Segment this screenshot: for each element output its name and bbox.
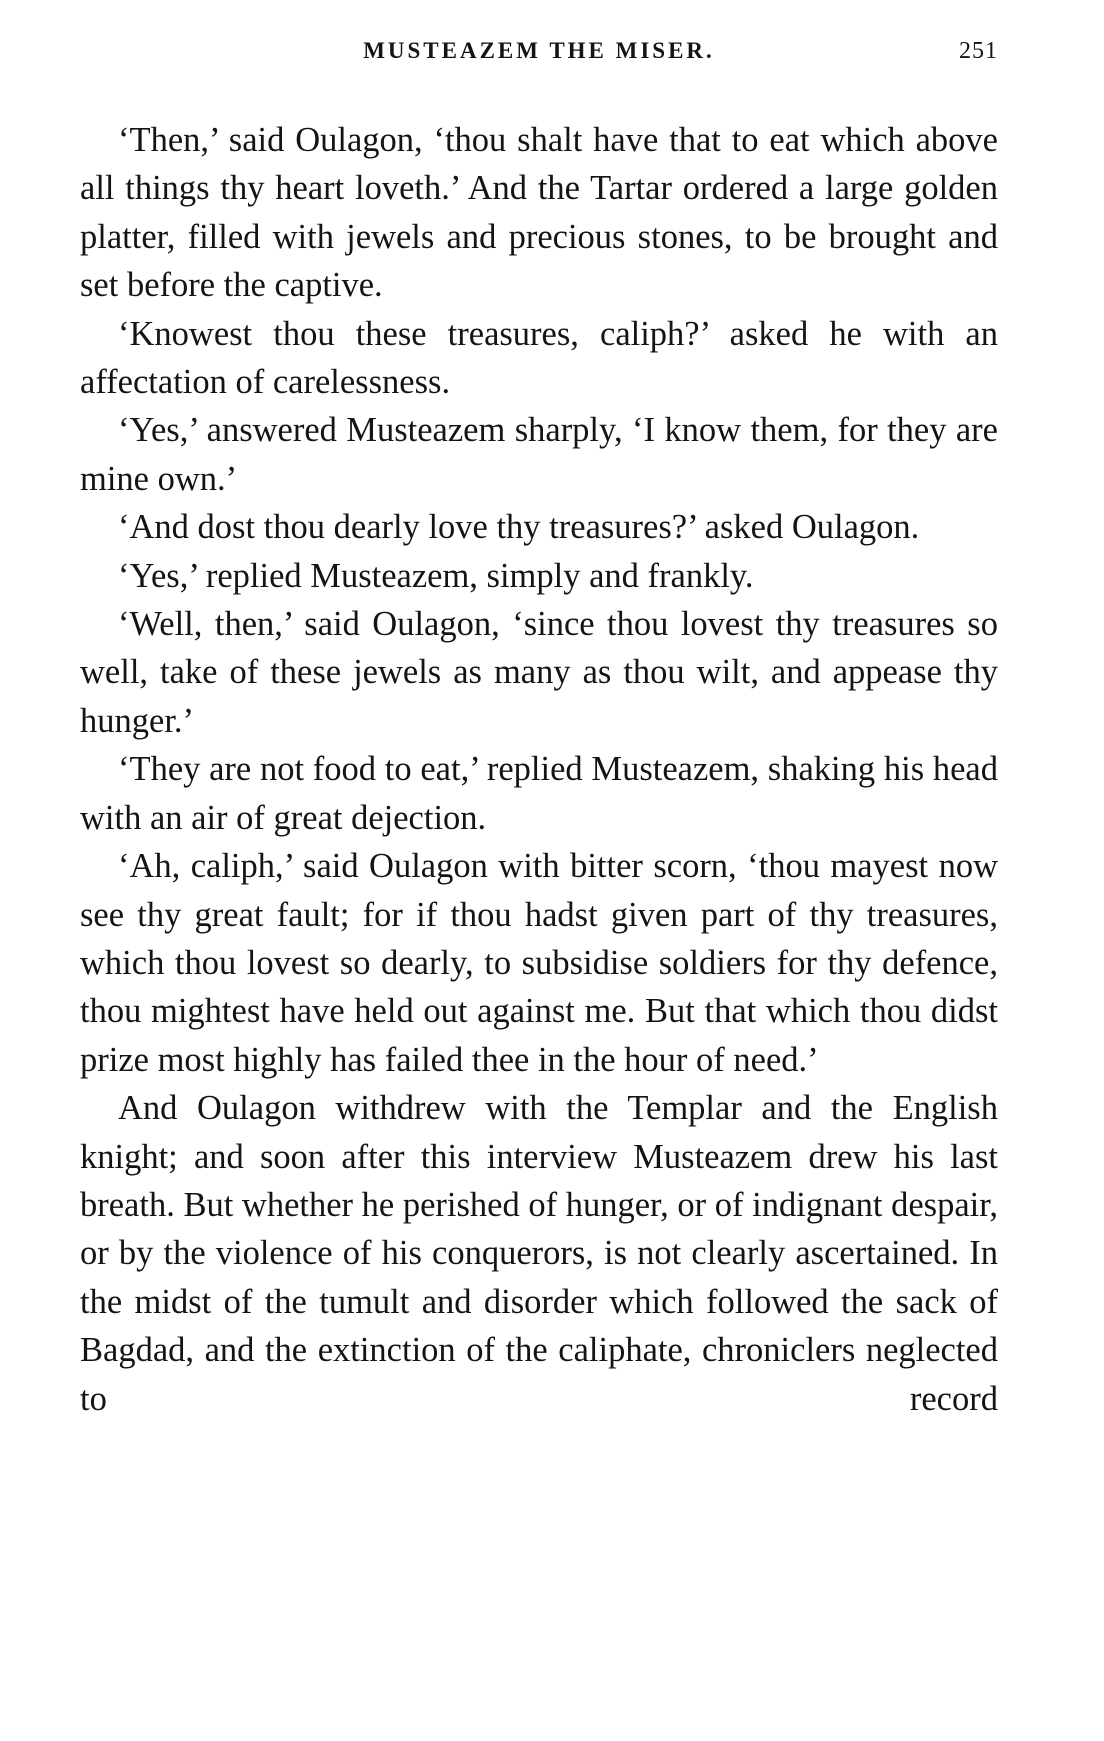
paragraph: And Oulagon withdrew with the Templar and the English knight; and soon after this interview Musteazem drew his last breath. But whether he perished of hunger, or of indignant despair, or by the violence of his conquerors, is not clearly ascertained. In the midst of the tumult and disorder which followed the sack of Bagdad, and the extinction of the caliphate, chroniclers neglected to record [80, 1089, 998, 1418]
paragraph: ‘Then,’ said Oulagon, ‘thou shalt have that to eat which above all things thy heart loveth.’ And the Tartar ordered a large golden platter, filled with jewels and precious stones, to be brought and set before the captive. [80, 121, 998, 305]
paragraph: ‘They are not food to eat,’ replied Musteazem, shaking his head with an air of great dejection. [80, 750, 998, 837]
paragraph: ‘Yes,’ answered Musteazem sharply, ‘I know them, for they are mine own.’ [80, 411, 998, 498]
body-text [80, 116, 998, 1423]
paragraph: ‘And dost thou dearly love thy treasures?’ asked Oulagon. [118, 508, 920, 547]
paragraph: ‘Well, then,’ said Oulagon, ‘since thou lovest thy treasures so well, take of these jewels as many as thou wilt, and appease thy hunger.’ [80, 605, 998, 740]
paragraph: ‘Knowest thou these treasures, caliph?’ asked he with an affectation of carelessness. [80, 314, 998, 402]
page-number: 251 [959, 38, 998, 64]
paragraph: ‘Yes,’ replied Musteazem, simply and frankly. [118, 556, 754, 595]
paragraph: ‘Ah, caliph,’ said Oulagon with bitter scorn, ‘thou mayest now see thy great fault; for if thou hadst given part of thy treasures, which thou lovest so dearly, to subsidise soldiers for thy defence, thou mightest have held out against me. But that which thou didst prize most highly has failed thee in the hour of need.’ [80, 847, 998, 1079]
running-head [80, 38, 998, 74]
running-title: MUSTEAZEM THE MISER. [363, 38, 715, 63]
